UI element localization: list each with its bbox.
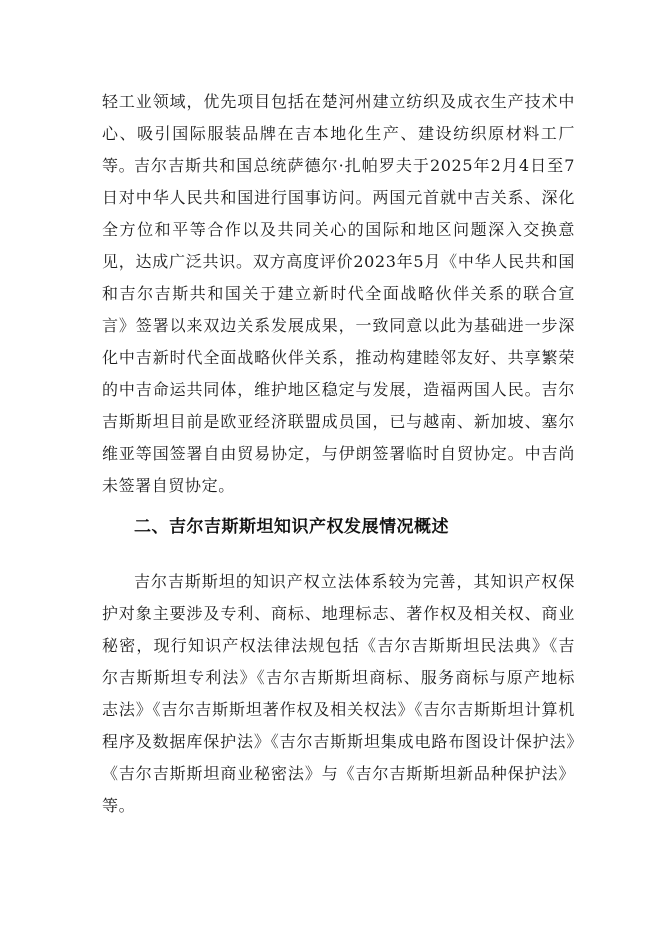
- paragraph-ip-legislation: 吉尔吉斯斯坦的知识产权立法体系较为完善，其知识产权保护对象主要涉及专利、商标、地理标志、著作权及相关权、商业秘密，现行知识产权法律法规包括《吉尔吉斯斯坦民法典》《吉尔吉斯斯坦专利法》《吉尔吉斯斯坦商标、服务商标与原产地标志法》《吉尔吉斯斯坦著作权及相关权法》《吉尔吉斯斯坦计算机程序及数据库保护法》《吉尔吉斯斯坦集成电路布图设计保护法》《吉尔吉斯斯坦商业秘密法》与《吉尔吉斯斯坦新品种保护法》等。: [102, 572, 575, 815]
- paragraph-light-industry: 轻工业领域，优先项目包括在楚河州建立纺织及成衣生产技术中心、吸引国际服装品牌在吉本地化生产、建设纺织原材料工厂等。: [102, 92, 575, 175]
- paragraph-state-visit: 吉尔吉斯共和国总统萨德尔·扎帕罗夫于2025年2月4日至7日对中华人民共和国进行国事访问。两国元首就中吉关系、深化全方位和平等合作以及共同关心的国际和地区问题深入交换意见，达成广泛共识。双方高度评价2023年5月《中华人民共和国和吉尔吉斯共和国关于建立新时代全面战略伙伴关系的联合宣言》签署以来双边关系发展成果，一致同意以此为基础进一步深化中吉新时代全面战略伙伴关系，推动构建睦邻友好、共享繁荣的中吉命运共同体，维护地区稳定与发展，造福两国人民。吉尔吉斯斯坦目前是欧亚经济联盟成员国，已与越南、新加坡、塞尔维亚等国签署自由贸易协定，与伊朗签署临时自贸协定。中吉尚未签署自贸协定。: [102, 156, 575, 495]
- section-heading: 二、吉尔吉斯斯坦知识产权发展情况概述: [134, 517, 449, 537]
